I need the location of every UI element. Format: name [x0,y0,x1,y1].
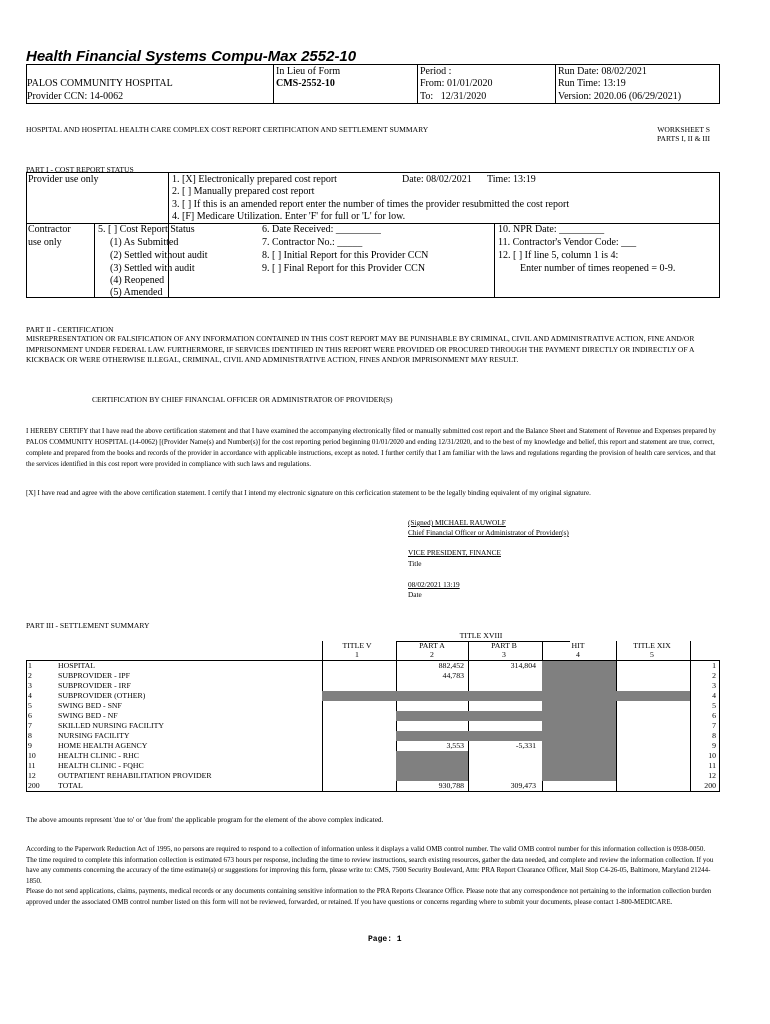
signed-role: Chief Financial Officer or Administrator of Provider(s) [408,528,569,537]
report-title: Health Financial Systems Compu-Max 2552-10 [26,48,357,65]
row-end: 6 [712,711,716,720]
reopen-line: 12. [ ] If line 5, column 1 is 4: [498,250,619,261]
table-row [26,761,720,771]
provider-use-label: Provider use only [28,174,99,185]
in-lieu-of: In Lieu of Form [276,66,341,77]
row-label: SUBPROVIDER (OTHER) [58,691,146,700]
use-only-label: use only [28,237,62,248]
table-row [26,661,720,671]
certification-heading: CERTIFICATION BY CHIEF FINANCIAL OFFICER OR ADMINISTRATOR OF PROVIDER(S) [92,395,393,404]
electronic-date: Date: 08/02/2021 [402,174,472,185]
utilization-line: 4. [F] Medicare Utilization. Enter 'F' for full or 'L' for low. [172,211,406,222]
table-row [26,691,720,701]
header-box [26,64,720,104]
table-row [26,711,720,721]
title-xviii-header: TITLE XVIII [459,631,503,640]
col-num-4: 4 [576,650,580,659]
row-partB: 314,804 [510,661,536,670]
row-end: 1 [712,661,716,670]
final-report: 9. [ ] Final Report for this Provider CCN [262,263,426,274]
agree-text: [X] I have read and agree with the above certification statement. I certify that I intend my electronic signature on this cerficication statement to be the legally binding equivalent of my original signature. [26,489,591,497]
provider-ccn: Provider CCN: 14-0062 [27,91,124,102]
table-row [26,781,720,791]
table-row [26,731,720,741]
row-end: 10 [708,751,716,760]
title-label: Title [408,559,422,568]
form-number: CMS-2552-10 [276,78,335,89]
date-label: Date [408,590,422,599]
status-2: (2) Settled without audit [110,250,208,261]
row-label: NURSING FACILITY [58,731,130,740]
row-num: 12 [28,771,36,780]
part3-heading: PART III - SETTLEMENT SUMMARY [26,621,150,630]
row-label: OUTPATIENT REHABILITATION PROVIDER [58,771,212,780]
row-end: 12 [708,771,716,780]
row-num: 2 [28,671,32,680]
contractor-no: 7. Contractor No.: _____ [262,237,363,248]
row-label: HEALTH CLINIC - RHC [58,751,139,760]
status-5: (5) Amended [110,287,163,298]
row-end: 4 [712,691,716,700]
status-3: (3) Settled with audit [110,263,195,274]
row-label: TOTAL [58,781,83,790]
amended-line: 3. [ ] If this is an amended report enter the number of times the provider resubmitted the cost report [172,199,570,210]
status-line: 5. [ ] Cost Report Status [98,224,195,235]
warning-text: MISREPRESENTATION OR FALSIFICATION OF ANY INFORMATION CONTAINED IN THIS COST REPORT MAY BE PUNISHABLE BY CRIMINAL, CIVIL AND ADMINISTRATIVE ACTION, FINE AND/OR IMPRISONMENT UNDER FEDERAL LAW. FURTHERMORE, IF SERVICES IDENTIFIED IN THIS REPORT WERE PROVIDED OR PROCURED THROUGH THE PAYMENT DIRECTLY OR INDIRECTLY OF A KICKBACK OR WERE OTHERWISE ILLEGAL, CRIMINAL, CIVIL AND ADMINISTRATIVE ACTION, FINES AND/OR IMPRISONMENT MAY RESULT. [26,334,695,364]
row-end: 7 [712,721,716,730]
npr-date: 10. NPR Date: _________ [498,224,605,235]
row-num: 4 [28,691,32,700]
row-partA: 930,788 [438,781,464,790]
row-num: 1 [28,661,32,670]
row-num: 200 [28,781,40,790]
run-date: Run Date: 08/02/2021 [558,66,647,77]
contractor-label: Contractor [28,224,71,235]
row-end: 8 [712,731,716,740]
part2-heading: PART II - CERTIFICATION [26,325,114,334]
part1-heading: PART I - COST REPORT STATUS [26,165,134,174]
col-num-1: 1 [355,650,359,659]
table-row [26,771,720,781]
row-label: SUBPROVIDER - IPF [58,671,130,680]
col-num-2: 2 [430,650,434,659]
row-end: 5 [712,701,716,710]
title-v-header: TITLE V [342,641,372,650]
status-4: (4) Reopened [110,275,165,286]
row-end: 200 [704,781,716,790]
initial-report: 8. [ ] Initial Report for this Provider CCN [262,250,429,261]
electronic-line: 1. [X] Electronically prepared cost report [172,174,337,185]
worksheet-label: WORKSHEET S [657,125,710,134]
col-num-3: 3 [502,650,506,659]
title-xix-header: TITLE XIX [633,641,671,650]
hospital-name: PALOS COMMUNITY HOSPITAL [27,78,173,89]
table-row [26,671,720,681]
table-row [26,681,720,691]
period-to: To: 12/31/2020 [420,91,487,102]
signer-title: VICE PRESIDENT, FINANCE [408,548,501,557]
version: Version: 2020.06 (06/29/2021) [558,91,682,102]
period-from: From: 01/01/2020 [420,78,493,89]
row-end: 9 [712,741,716,750]
amounts-note: The above amounts represent 'due to' or 'due from' the applicable program for the element of the above complex indicated. [26,815,384,824]
vendor-code: 11. Contractor's Vendor Code: ___ [498,237,637,248]
row-end: 2 [712,671,716,680]
row-label: SWING BED - SNF [58,701,122,710]
worksheet-parts: PARTS I, II & III [656,134,710,143]
table-row [26,701,720,711]
row-partB: -5,331 [515,741,536,750]
row-num: 3 [28,681,32,690]
reopen-count: Enter number of times reopened = 0-9. [520,263,676,274]
row-end: 3 [712,681,716,690]
row-label: SUBPROVIDER - IRF [58,681,131,690]
electronic-time: Time: 13:19 [487,174,536,185]
row-end: 11 [708,761,716,770]
part-b-header: PART B [491,641,517,650]
row-partB: 309,473 [510,781,536,790]
status-1: (1) As Submitted [110,237,179,248]
part-a-header: PART A [419,641,445,650]
signed-date: 08/02/2021 13:19 [408,580,460,589]
row-num: 5 [28,701,32,710]
row-label: HOME HEALTH AGENCY [58,741,148,750]
certify-text: I HEREBY CERTIFY that I have read the above certification statement and that I have examined the accompanying electronically filed or manually submitted cost report and the Balance Sheet and Statement of Revenue and Expenses prepared by PALOS COMMUNITY HOSPITAL (14-0062) [(Provider Name(s) and Number(s)] for the cost reporting period beginning 01/01/2020 and ending 12/31/2020, and to the best of my knowledge and belief, this report and statement are true, correct, complete and prepared from the books and records of the provider in accordance with applicable instructions, except as noted. I further certify that I am familiar with the laws and regulations regarding the provision of health care services, and that the services identified in this cost report were provided in compliance with such laws and regulations. [26,427,716,468]
paperwork-text-2: Please do not send applications, claims, payments, medical records or any documents containing sensitive information to the PRA Reports Clearance Office. Please note that any correspondence not pertaining to the information collection burden approved under the associated OMB control number listed on this form will not be reviewed, forwarded, or retained. If you have questions or concerns regarding where to submit your documents, please contact 1-800-MEDICARE. [26,887,712,906]
worksheet-heading: HOSPITAL AND HOSPITAL HEALTH CARE COMPLEX COST REPORT CERTIFICATION AND SETTLEMENT SUMMARY [26,125,429,134]
row-partA: 44,783 [442,671,464,680]
row-label: HEALTH CLINIC - FQHC [58,761,144,770]
row-num: 7 [28,721,32,730]
signed-name: (Signed) MICHAEL RAUWOLF [408,518,506,527]
manual-line: 2. [ ] Manually prepared cost report [172,186,315,197]
hit-header: HIT [571,641,585,650]
row-num: 6 [28,711,32,720]
col-num-5: 5 [650,650,654,659]
paperwork-text-1: According to the Paperwork Reduction Act of 1995, no persons are required to respond to a collection of information unless it displays a valid OMB control number. The valid OMB control number for this information collection is 0938-0050. The time required to complete this information collection is estimated 673 hours per response, including the time to review instructions, search existing resources, gather the data needed, and complete and review the information collection. If you have any comments concerning the accuracy of the time estimate(s) or suggestions for improving this form, please write to: CMS, 7500 Security Boulevard, Attn: PRA Report Clearance Officer, Mail Stop C4-26-05, Baltimore, Maryland 21244-1850. [26,845,714,885]
row-label: SKILLED NURSING FACILITY [58,721,164,730]
date-received: 6. Date Received: _________ [262,224,381,235]
page-number: Page: 1 [368,935,402,944]
table-row [26,751,720,761]
row-partA: 882,452 [438,661,464,670]
row-num: 11 [28,761,36,770]
table-row [26,721,720,731]
table-row [26,741,720,751]
row-label: HOSPITAL [58,661,96,670]
row-partA: 3,553 [446,741,464,750]
row-num: 9 [28,741,32,750]
run-time: Run Time: 13:19 [558,78,626,89]
period-label: Period : [420,66,452,77]
row-num: 8 [28,731,32,740]
row-num: 10 [28,751,36,760]
row-label: SWING BED - NF [58,711,118,720]
